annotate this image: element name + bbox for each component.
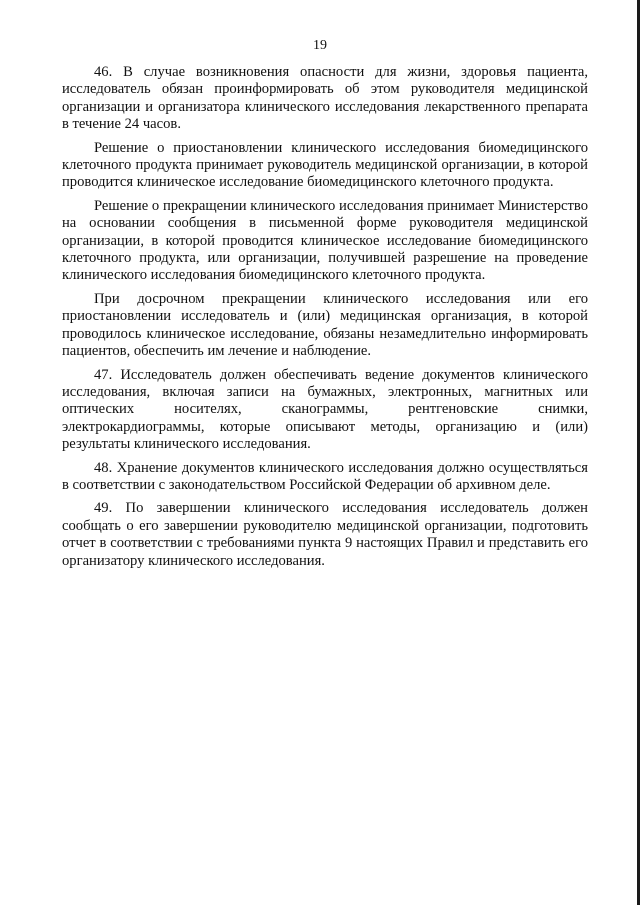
paragraph-46: 46. В случае возникновения опасности для жизни, здоровья пациента, исследователь обязан проинформировать об этом руководителя медицинской организации и организатора клинического исследования лекарственного препарата в течение 24 часов. — [62, 64, 588, 133]
paragraph-47: 47. Исследователь должен обеспечивать ведение документов клинического исследования, включая записи на бумажных, электронных, магнитных или оптических носителях, сканограммы, рентгеновские снимки, электрокардиограммы, которые описывают методы, организацию и (или) результаты клинического исследования. — [62, 366, 588, 453]
paragraph-suspension-decision: Решение о приостановлении клинического исследования биомедицинского клеточного продукта принимает руководитель медицинской организации, в которой проводится клиническое исследование биомедицинского клеточного продукта. — [62, 139, 588, 191]
page-number: 19 — [313, 38, 327, 53]
paragraph-49: 49. По завершении клинического исследования исследователь должен сообщать о его завершении руководителю медицинской организации, подготовить отчет в соответствии с требованиями пункта 9 настоящих Правил и представить его организатору клинического исследования. — [62, 500, 588, 569]
paragraph-early-termination: При досрочном прекращении клинического исследования или его приостановлении исследователь и (или) медицинская организация, в которой проводилось клиническое исследование, обязаны незамедлительно информировать пациентов, обеспечить им лечение и наблюдение. — [62, 290, 588, 360]
paragraph-termination-decision: Решение о прекращении клинического исследования принимает Министерство на основании сообщения в письменной форме руководителя медицинской организации, в которой проводится клиническое исследование биомедицинского клеточного продукта, или организации, получившей разрешение на проведение клинического исследования биомедицинского клеточного продукта. — [62, 197, 588, 284]
paragraph-48: 48. Хранение документов клинического исследования должно осуществляться в соответствии с законодательством Российской Федерации об архивном деле. — [62, 459, 588, 493]
document-body — [62, 64, 588, 570]
